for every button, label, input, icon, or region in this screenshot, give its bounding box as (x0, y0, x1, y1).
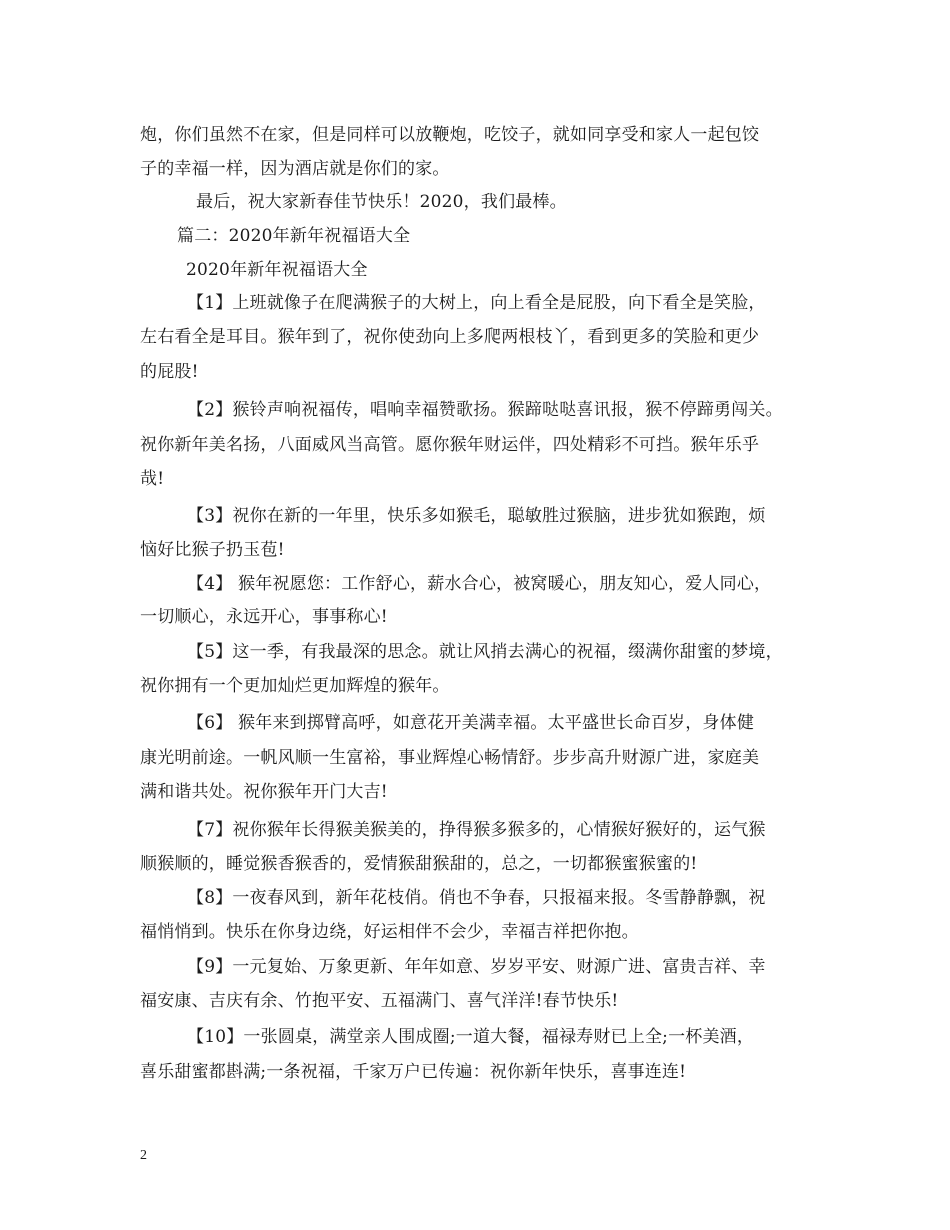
greeting-item-2-line-3: 哉! (140, 469, 165, 489)
greeting-item-6-line-3: 满和谐共处。祝你猴年开门大吉! (140, 782, 388, 802)
greeting-item-9-line-2: 福安康、吉庆有余、竹抱平安、五福满门、喜气洋洋!春节快乐! (140, 991, 619, 1011)
page-number: 2 (140, 1148, 147, 1163)
greeting-item-3-line-2: 恼好比猴子扔玉苞! (140, 540, 285, 560)
greeting-item-9-line-1: 【9】一元复始、万象更新、年年如意、岁岁平安、财源广进、富贵吉祥、幸 (187, 957, 766, 977)
section-subtitle: 2020年新年祝福语大全 (186, 260, 368, 280)
greeting-item-7-line-2: 顺猴顺的，睡觉猴香猴香的，爱情猴甜猴甜的，总之，一切都猴蜜猴蜜的! (140, 854, 698, 874)
section-heading: 篇二：2020年新年祝福语大全 (177, 226, 411, 246)
greeting-item-7-line-1: 【7】祝你猴年长得猴美猴美的，挣得猴多猴多的，心情猴好猴好的，运气猴 (187, 820, 766, 840)
greeting-item-4-line-2: 一切顺心，永远开心，事事称心! (140, 607, 388, 627)
greeting-item-6-line-2: 康光明前途。一帆风顺一生富裕，事业辉煌心畅情舒。步步高升财源广进，家庭美 (140, 748, 760, 768)
greeting-item-3-line-1: 【3】祝你在新的一年里，快乐多如猴毛，聪敏胜过猴脑，进步犹如猴跑，烦 (187, 506, 766, 526)
greeting-item-2-line-1: 【2】猴铃声响祝福传，唱响幸福赞歌扬。猴蹄哒哒喜讯报，猴不停蹄勇闯关。 (187, 400, 783, 420)
previous-paragraph-line: 子的幸福一样，因为酒店就是你们的家。 (140, 159, 450, 179)
greeting-item-8-line-1: 【8】一夜春风到，新年花枝俏。俏也不争春，只报福来报。冬雪静静飘，祝 (187, 888, 766, 908)
greeting-item-10-line-1: 【10】一张圆桌，满堂亲人围成圈;一道大餐，福禄寿财已上全;一杯美酒， (187, 1027, 755, 1047)
greeting-item-2-line-2: 祝你新年美名扬，八面威风当高管。愿你猴年财运伴，四处精彩不可挡。猴年乐乎 (140, 435, 760, 455)
greeting-item-1-line-1: 【1】上班就像子在爬满猴子的大树上，向上看全是屁股，向下看全是笑脸， (187, 293, 766, 313)
previous-paragraph-line: 炮，你们虽然不在家，但是同样可以放鞭炮，吃饺子，就如同享受和家人一起包饺 (140, 125, 760, 145)
greeting-item-5-line-2: 祝你拥有一个更加灿烂更加辉煌的猴年。 (140, 676, 450, 696)
closing-line: 最后，祝大家新春佳节快乐！2020，我们最棒。 (196, 192, 567, 212)
greeting-item-5-line-1: 【5】这一季，有我最深的思念。就让风捎去满心的祝福，缀满你甜蜜的梦境， (187, 642, 783, 662)
greeting-item-8-line-2: 福悄悄到。快乐在你身边绕，好运相伴不会少，幸福吉祥把你抱。 (140, 922, 639, 942)
greeting-item-10-line-2: 喜乐甜蜜都斟满;一条祝福，千家万户已传遍：祝你新年快乐，喜事连连! (140, 1062, 687, 1082)
greeting-item-4-line-1: 【4】 猴年祝愿您：工作舒心，薪水合心，被窝暖心，朋友知心，爱人同心， (187, 574, 772, 594)
greeting-item-6-line-1: 【6】 猴年来到掷臂高呼，如意花开美满幸福。太平盛世长命百岁，身体健 (187, 713, 755, 733)
greeting-item-1-line-3: 的屁股! (140, 362, 199, 382)
greeting-item-1-line-2: 左右看全是耳目。猴年到了，祝你使劲向上多爬两根枝丫，看到更多的笑脸和更少 (140, 327, 760, 347)
